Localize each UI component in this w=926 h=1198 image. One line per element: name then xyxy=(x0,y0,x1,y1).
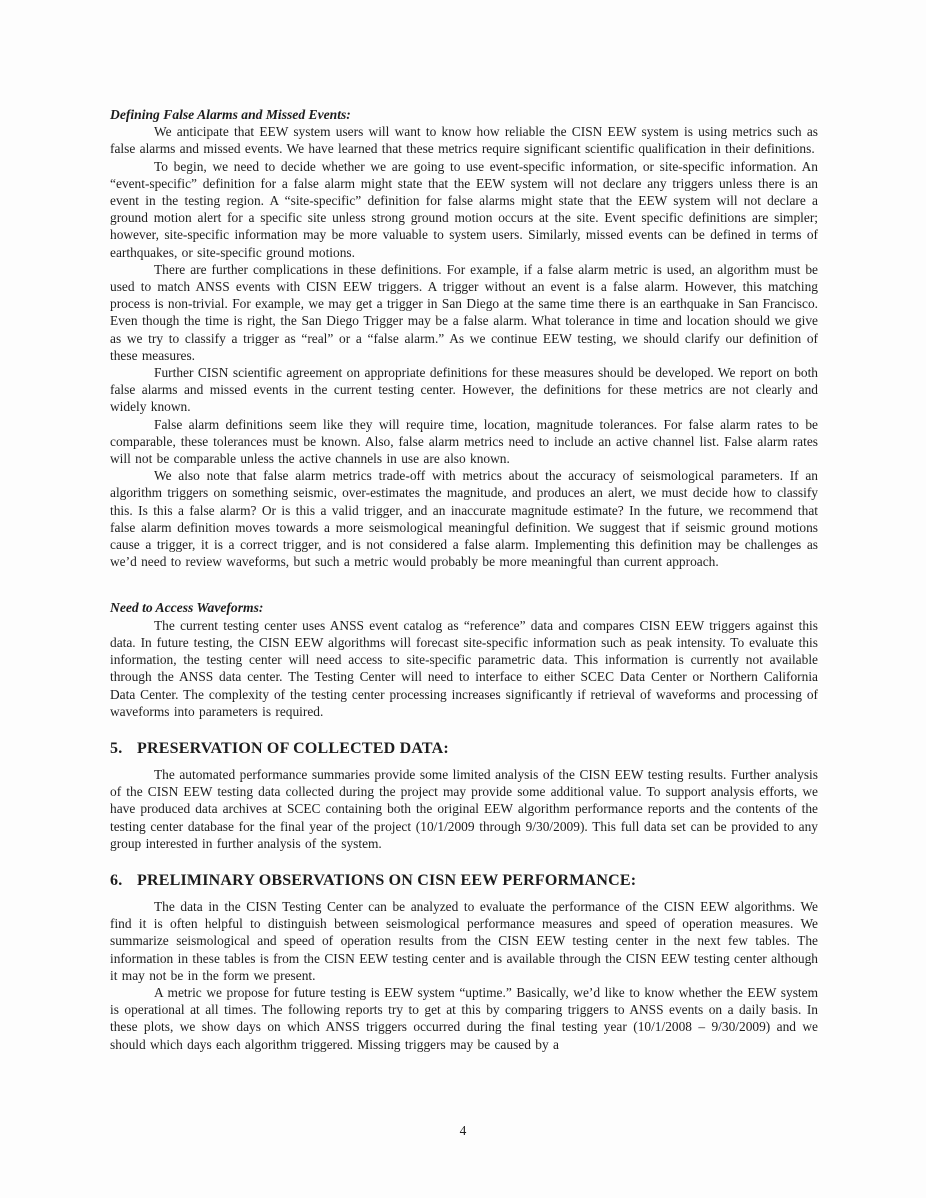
paragraph: Further CISN scientific agreement on appropriate definitions for these measures should be developed. We report on both false alarms and missed events in the current testing center. However, the definitions for these metrics are not clearly and widely known. xyxy=(110,365,818,415)
section-heading-observations xyxy=(110,871,818,891)
subsection-heading-waveforms: Need to Access Waveforms: xyxy=(110,600,264,616)
section-number: 5. xyxy=(110,739,123,757)
section-title: PRELIMINARY OBSERVATIONS ON CISN EEW PERFORMANCE: xyxy=(137,871,637,889)
paragraph: We also note that false alarm metrics trade-off with metrics about the accuracy of seismological parameters. If an algorithm triggers on something seismic, over-estimates the magnitude, and produces an alert, we must decide how to classify this. Is this a false alarm? Or is this a valid trigger, and an inaccurate magnitude estimate? In the future, we recommend that false alarm definition moves towards a more seismological meaningful definition. We suggest that if seismic ground motions cause a trigger, it is a correct trigger, and is not considered a false alarm. Implementing this definition may be challenges as we’d need to review waveforms, but such a metric would probably be more meaningful than current approach. xyxy=(110,468,818,570)
paragraph: To begin, we need to decide whether we are going to use event-specific information, or site-specific information. An “event-specific” definition for a false alarm might state that the EEW system will not declare any triggers unless there is an event in the testing region. A “site-specific” definition for false alarms might state that the EEW system will not declare a ground motion alert for a specific site unless strong ground motion occurs at the site. Event specific definitions are simpler; however, site-specific information may be more valuable to system users. Similarly, missed events can be defined in terms of earthquakes, or site-specific ground motions. xyxy=(110,158,818,260)
paragraph: False alarm definitions seem like they will require time, location, magnitude tolerances. For false alarm rates to be comparable, these tolerances must be known. Also, false alarm metrics need to include an active channel list. False alarm rates will not be comparable unless the active channels in use are also known. xyxy=(110,416,818,467)
section-number: 6. xyxy=(110,871,123,889)
section-heading-preservation xyxy=(110,739,818,759)
paragraph: The automated performance summaries provide some limited analysis of the CISN EEW testing results. Further analysis of the CISN EEW testing data collected during the project may provide some additional value. To support analysis efforts, we have produced data archives at SCEC containing both the original EEW algorithm performance reports and the contents of the testing center database for the final year of the project (10/1/2009 through 9/30/2009). This full data set can be provided to any group interested in further analysis of the system. xyxy=(110,766,818,851)
paragraph: A metric we propose for future testing is EEW system “uptime.” Basically, we’d like to know whether the EEW system is operational at all times. The following reports try to get at this by comparing triggers to ANSS events on a daily basis. In these plots, we show days on which ANSS triggers occurred during the final testing year (10/1/2008 – 9/30/2009) and we should which days each algorithm triggered. Missing triggers may be caused by a xyxy=(110,984,818,1052)
paragraph: The data in the CISN Testing Center can be analyzed to evaluate the performance of the CISN EEW algorithms. We find it is often helpful to distinguish between seismological performance measures and speed of operation measures. We summarize seismological and speed of operation results from the CISN EEW testing center in the next few tables. The information in these tables is from the CISN EEW testing center and is available through the CISN EEW testing center although it may not be in the form we present. xyxy=(110,898,818,983)
section-title: PRESERVATION OF COLLECTED DATA: xyxy=(137,739,449,757)
paragraph: The current testing center uses ANSS event catalog as “reference” data and compares CISN EEW triggers against this data. In future testing, the CISN EEW algorithms will forecast site-specific information such as peak intensity. To evaluate this information, the testing center will need access to site-specific parametric data. This information is currently not available through the ANSS data center. The Testing Center will need to interface to either SCEC Data Center or Northern California Data Center. The complexity of the testing center processing increases significantly if retrieval of waveforms and processing of waveforms into parameters is required. xyxy=(110,617,818,719)
page-content xyxy=(110,106,818,1053)
paragraph: There are further complications in these definitions. For example, if a false alarm metric is used, an algorithm must be used to match ANSS events with CISN EEW triggers. A trigger without an event is a false alarm. However, this matching process is non-trivial. For example, we may get a trigger in San Diego at the same time there is an earthquake in San Francisco. Even though the time is right, the San Diego Trigger may be a false alarm. What tolerance in time and location should we give as we try to classify a trigger as “real” or a “false alarm.” As we continue EEW testing, we should clarify our definition of these measures. xyxy=(110,261,818,363)
subsection-heading-false-alarms: Defining False Alarms and Missed Events: xyxy=(110,107,351,122)
paragraph: We anticipate that EEW system users will want to know how reliable the CISN EEW system is using metrics such as false alarms and missed events. We have learned that these metrics require significant scientific qualification in their definitions. xyxy=(110,124,818,157)
page-number: 4 xyxy=(459,1123,467,1138)
